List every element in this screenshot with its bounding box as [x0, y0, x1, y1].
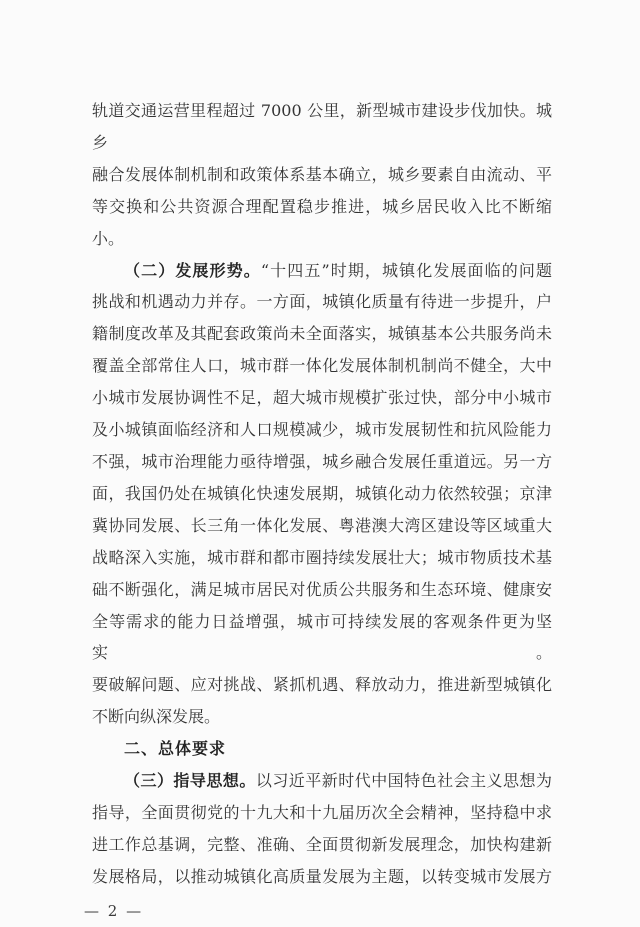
text-line: 指导，全面贯彻党的十九大和十九届历次全会精神，坚持稳中求 [92, 802, 552, 822]
text-line: 籍制度改革及其配套政策尚未全面落实，城镇基本公共服务尚未 [92, 324, 552, 344]
text-line: 础不断强化，满足城市居民对优质公共服务和生态环境、健康安 [92, 579, 552, 599]
text-line: 发展格局，以推动城镇化高质量发展为主题，以转变城市发展方 [92, 866, 552, 886]
paragraph-lead: （二）发展形势。 [124, 260, 261, 280]
text-line: 覆盖全部常住人口，城市群一体化发展体制机制尚不健全，大中 [92, 356, 552, 376]
paragraph-lead-line [92, 765, 552, 797]
section-heading: 二、总体要求 [124, 739, 227, 759]
text-line: 进工作总基调，完整、准确、全面贯彻新发展理念，加快构建新 [92, 834, 552, 854]
text-line: 不强，城市治理能力亟待增强，城乡融合发展任重道远。另一方 [92, 451, 552, 471]
page-number: — 2 — [84, 901, 144, 920]
text-line: 及小城镇面临经济和人口规模减少，城市发展韧性和抗风险能力 [92, 420, 552, 440]
text-line: 战略深入实施，城市群和都市圈持续发展壮大；城市物质技术基 [92, 547, 552, 567]
text-line: 以习近平新时代中国特色社会主义思想为 [255, 771, 552, 791]
text-line: 冀协同发展、长三角一体化发展、粤港澳大湾区建设等区域重大 [92, 515, 552, 535]
text-line: 要破解问题、应对挑战、紧抓机遇、释放动力，推进新型城镇化 [92, 675, 552, 695]
paragraph-lead: （三）指导思想。 [124, 771, 256, 791]
text-line: 小城市发展协调性不足，超大城市规模扩张过快，部分中小城市 [92, 388, 552, 408]
text-line: 轨道交通运营里程超过 7000 公里，新型城市建设步伐加快。城乡 [92, 101, 552, 152]
text-line: 等交换和公共资源合理配置稳步推进，城乡居民收入比不断缩小。 [92, 196, 552, 248]
text-line: 挑战和机遇动力并存。一方面，城镇化质量有待进一步提升，户 [92, 292, 552, 312]
text-line: 融合发展体制机制和政策体系基本确立，城乡要素自由流动、平 [92, 164, 552, 184]
text-line: 面，我国仍处在城镇化快速发展期，城镇化动力依然较强；京津 [92, 483, 552, 503]
text-line: 不断向纵深发展。 [92, 707, 221, 727]
text-line: 全等需求的能力日益增强，城市可持续发展的客观条件更为坚实。 [92, 611, 552, 663]
text-line: “十四五”时期，城镇化发展面临的问题 [260, 260, 552, 280]
paragraph-lead-line [92, 255, 552, 287]
document-body [92, 95, 552, 893]
